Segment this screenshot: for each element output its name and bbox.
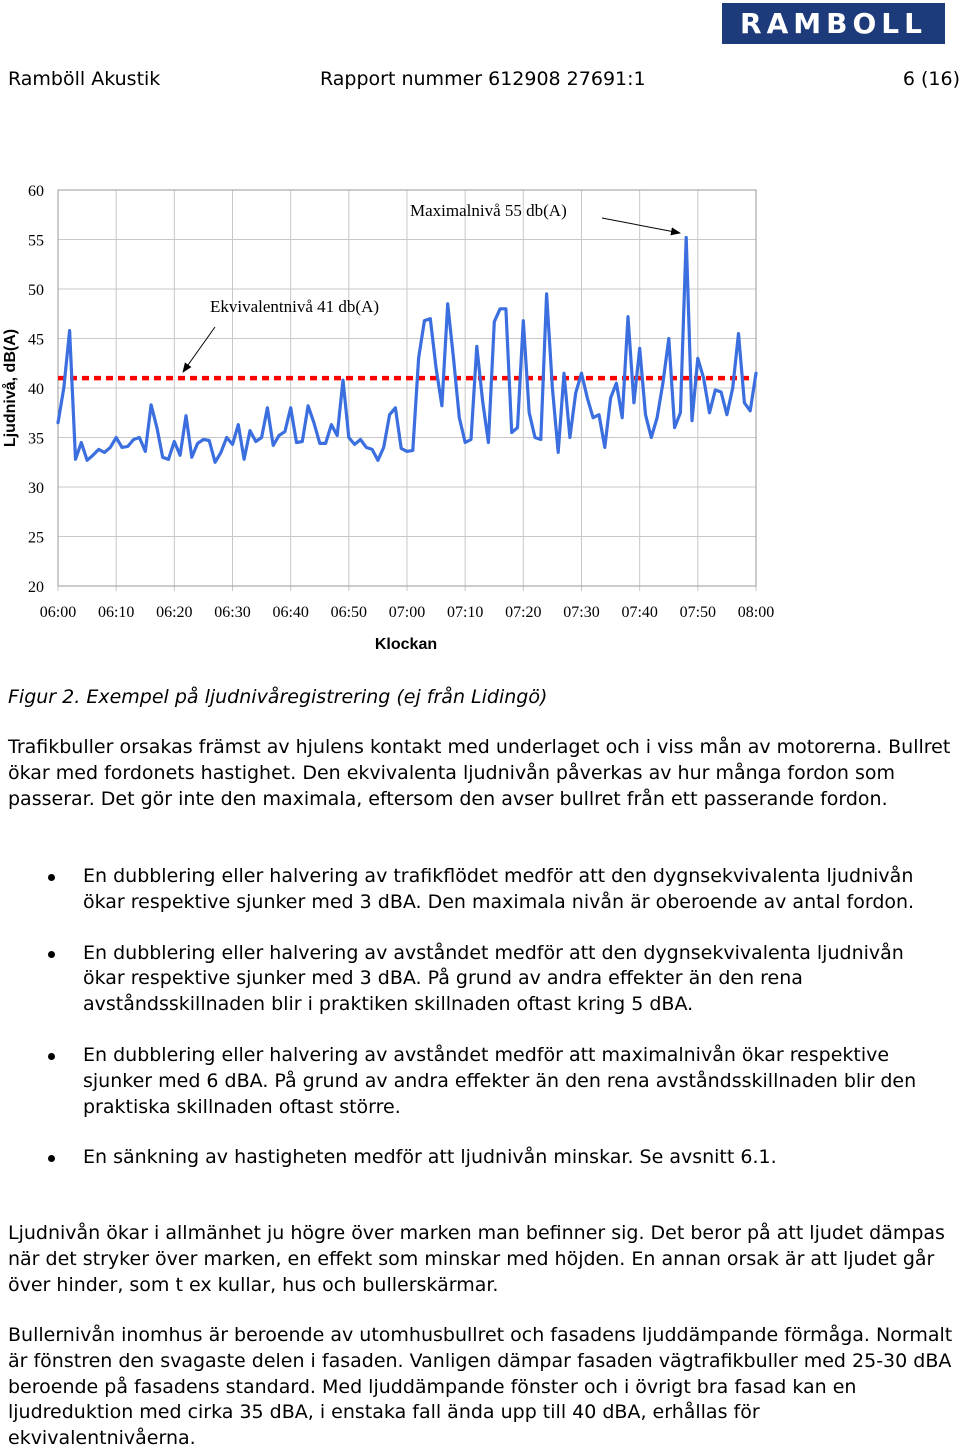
x-tick-label: 08:00 [737,604,775,621]
bullet-item [0,1043,943,1120]
x-tick-label: 07:50 [679,604,717,621]
y-tick-label: 40 [28,381,44,398]
bullet-icon [48,1053,55,1060]
ramboll-logo: RAMBOLL [722,3,945,44]
x-tick-label: 07:40 [621,604,658,621]
y-tick-label: 35 [28,430,44,448]
bullet-item [0,864,943,916]
header-company: Ramböll Akustik [8,68,161,90]
x-tick-label: 06:20 [156,604,193,621]
y-tick-label: 55 [28,232,44,250]
x-axis-title: Klockan [374,636,438,653]
y-tick-label: 30 [28,480,44,497]
bullet-item [0,941,943,1018]
y-tick-label: 25 [28,529,44,547]
paragraph-indoor-noise: Bullernivån inomhus är beroende av utomhusbullret och fasadens ljuddämpande förmåga. Normalt är fönstren den svagaste delen i fasaden. Vanligen dämpar fasaden vägtrafikbuller med 25-30 dBA beroende på fasadens standard. Med ljuddämpande fönster och i övrigt bra fasad kan en ljudreduktion med cirka 35 dBA, i enstaka fall ända upp till 40 dBA, erhållas för ekvivalentnivåerna. [8,1324,953,1450]
sound-level-chart [0,170,960,660]
y-axis-title: Ljudnivå, dB(A) [2,328,19,448]
x-tick-label: 06:30 [214,604,251,621]
bullet-icon [48,874,55,881]
y-tick-label: 60 [28,183,44,200]
x-tick-label: 07:00 [388,604,426,621]
bullet-text: En dubblering eller halvering av trafikflödet medför att den dygnsekvivalenta ljudnivån ökar respektive sjunker med 3 dBA. Den maximala nivån är oberoende av antal fordon. [83,865,915,913]
paragraph-height-effect: Ljudnivån ökar i allmänhet ju högre över marken man befinner sig. Det beror på att ljudet dämpas när det stryker över marken, en effekt som minskar med höjden. En annan orsak är att ljudet går över hinder, som t ex kullar, hus och bullerskärmar. [8,1222,945,1296]
paragraph-traffic-noise: Trafikbuller orsakas främst av hjulens kontakt med underlaget och i viss mån av motorerna. Bullret ökar med fordonets hastighet. Den ekvivalenta ljudnivån påverkas av hur många fordon som passerar. Det gör inte den maximala, eftersom den avser bullret från ett passerande fordon. [8,736,951,810]
annotation-equivalent-arrow [183,327,215,372]
bullet-text: En sänkning av hastigheten medför att ljudnivån minskar. Se avsnitt 6.1. [83,1146,777,1169]
header-page-number: 6 (16) [902,68,960,90]
annotation-max-arrow [602,218,680,233]
annotation-max-level: Maximalnivå 55 db(A) [410,201,567,220]
x-tick-label: 06:00 [39,604,77,621]
x-tick-label: 06:50 [330,604,368,621]
y-tick-label: 45 [28,331,44,349]
y-tick-label: 20 [28,579,44,596]
x-tick-label: 07:30 [563,604,600,621]
bullet-text: En dubblering eller halvering av avståndet medför att maximalnivån ökar respektive sjunker med 6 dBA. På grund av andra effekter än den rena avståndsskillnaden blir den praktiska skillnaden oftast större. [83,1043,917,1118]
header-report-number: Rapport nummer 612908 27691:1 [320,68,646,90]
bullet-icon [48,951,55,958]
annotation-equivalent-level: Ekvivalentnivå 41 db(A) [210,297,380,316]
bullet-item [0,1145,943,1171]
bullet-list [0,864,960,1171]
x-tick-label: 06:40 [272,604,309,621]
figure-caption: Figur 2. Exempel på ljudnivåregistrering (ej från Lidingö) [8,686,548,708]
x-tick-label: 07:20 [505,604,542,621]
y-tick-label: 50 [28,282,44,299]
x-tick-label: 06:10 [97,604,135,621]
bullet-text: En dubblering eller halvering av avståndet medför att den dygnsekvivalenta ljudnivån ökar respektive sjunker med 3 dBA. På grund av andra effekter än den rena avståndsskillnaden blir i praktiken skillnaden oftast kring 5 dBA. [83,941,904,1016]
x-tick-label: 07:10 [446,604,484,621]
bullet-icon [48,1155,55,1162]
